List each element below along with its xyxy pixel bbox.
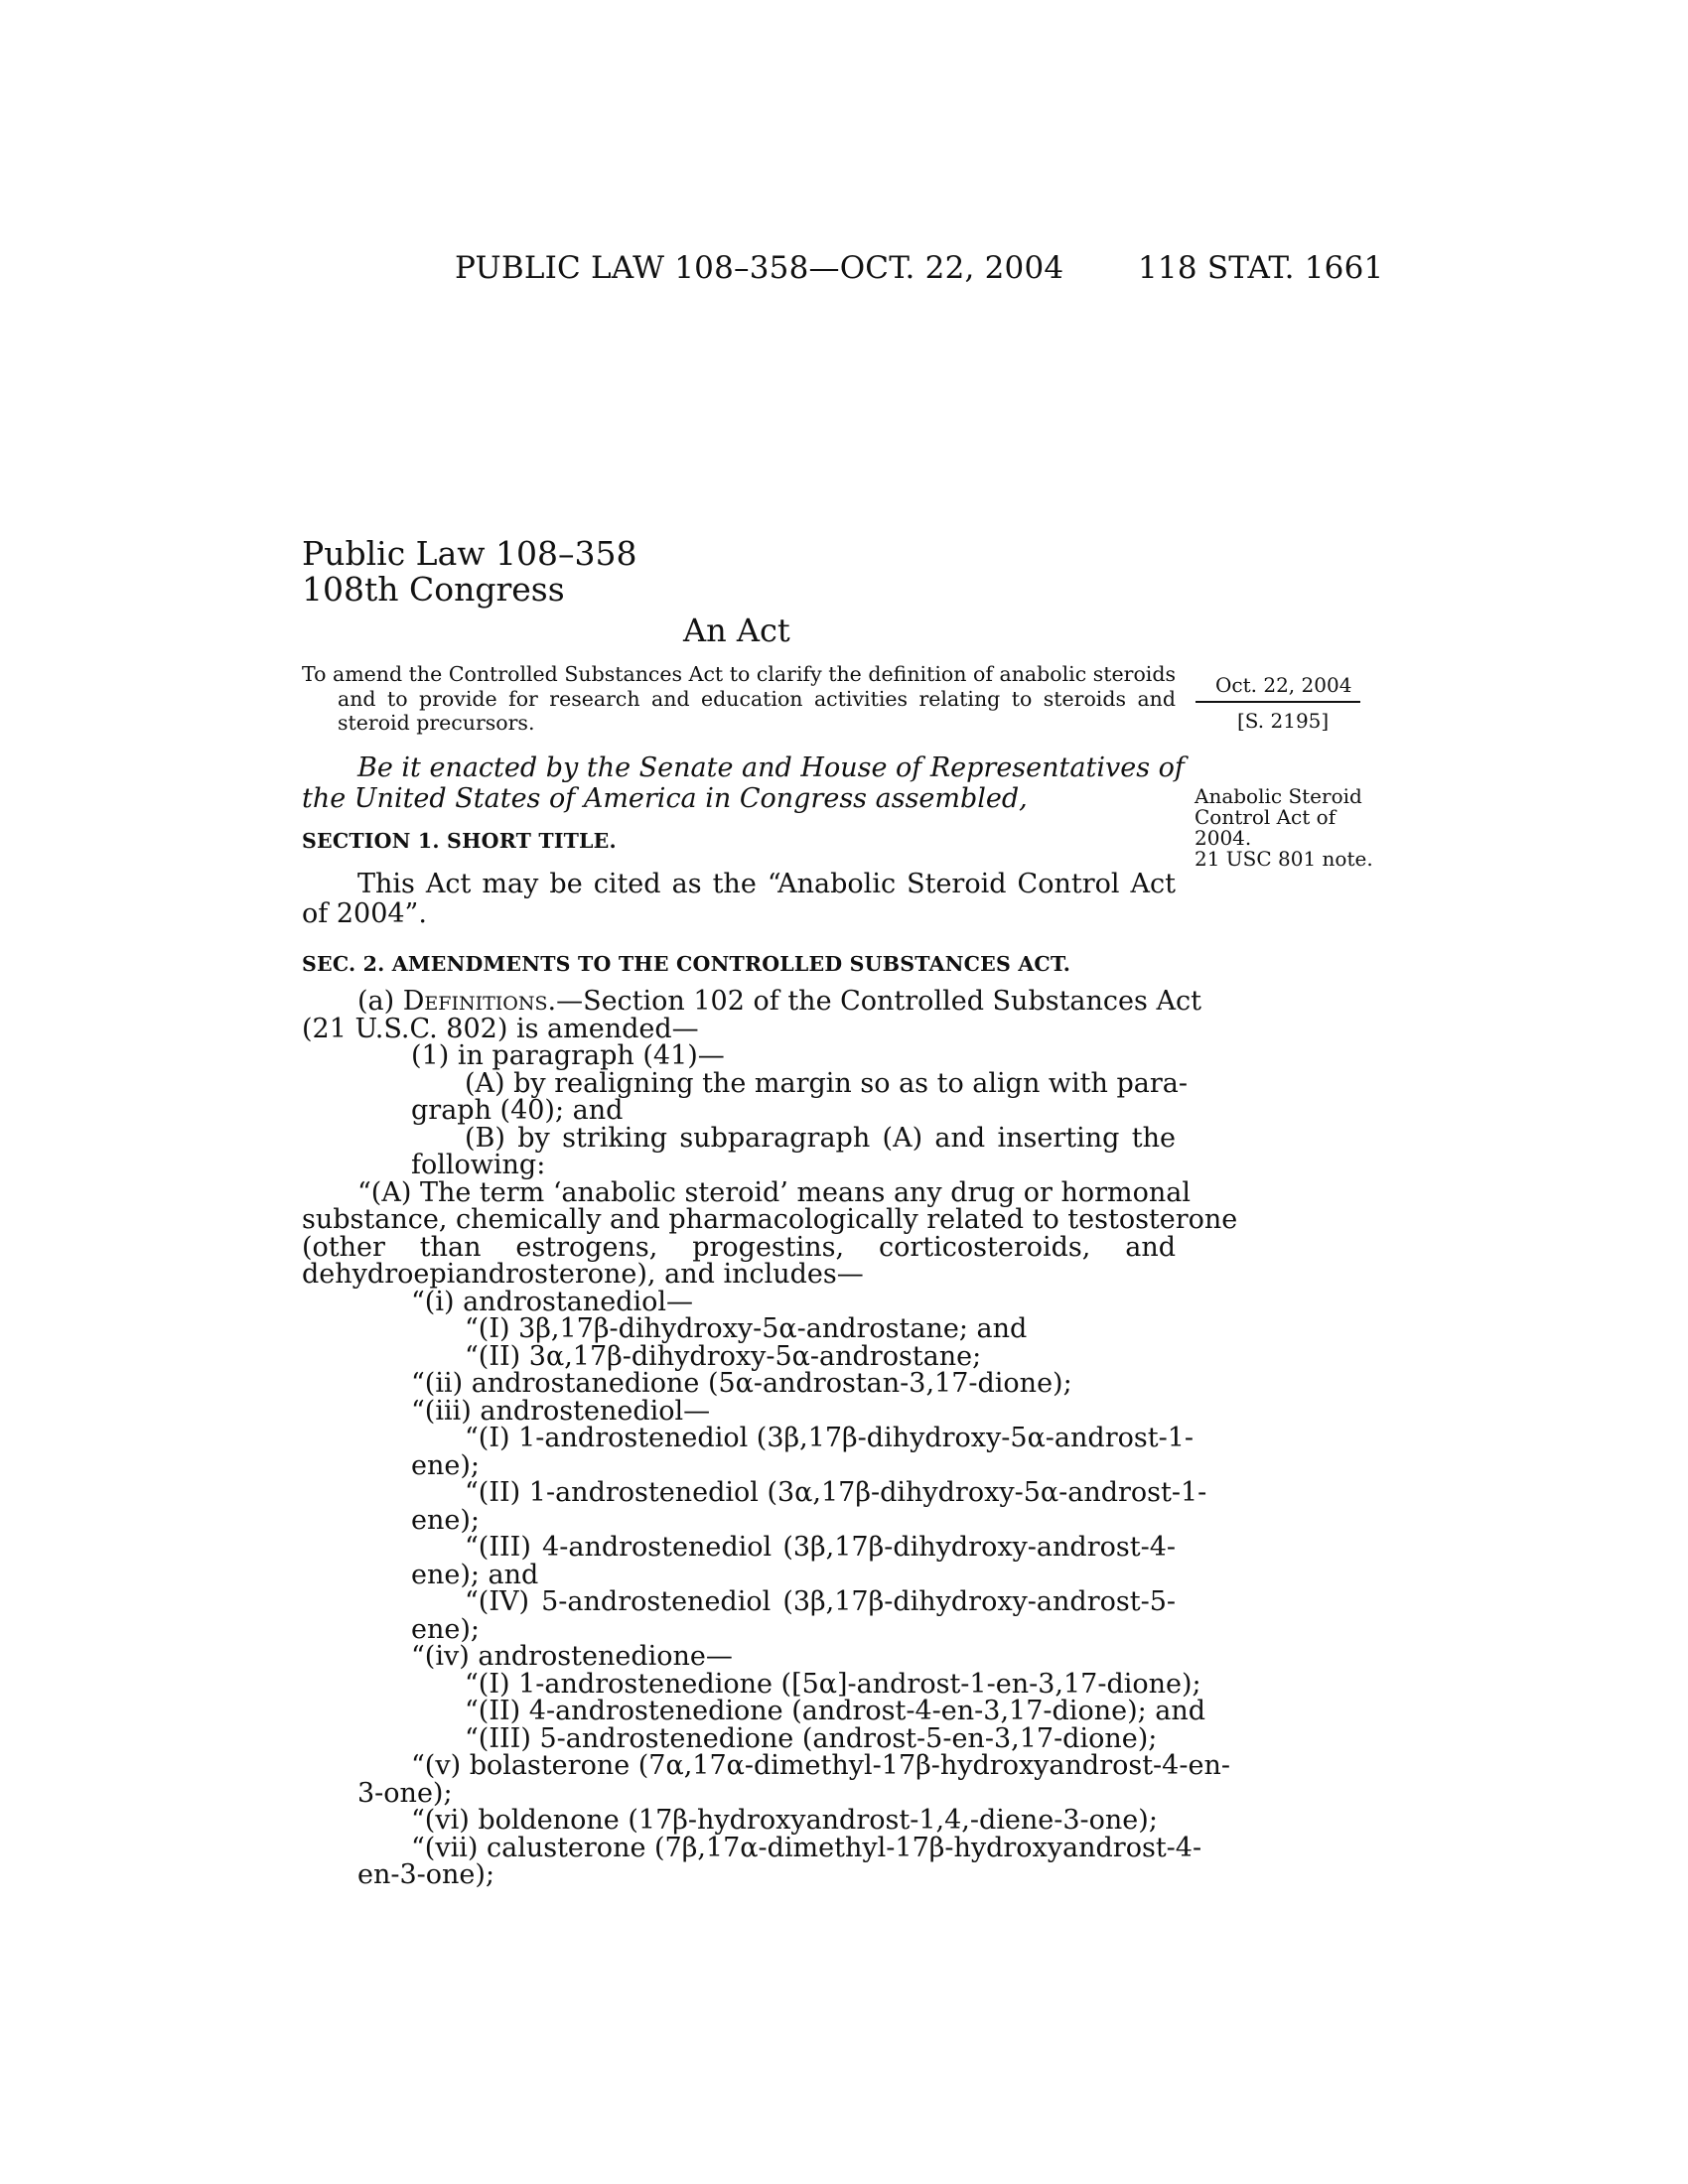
long-title-line-1: To amend the Controlled Substances Act to clarify the definition of anabolic steroids [302,662,1176,686]
clause-vii-line-2: en-3-one); [357,1859,495,1890]
clause-v-line-1: “(v) bolasterone (7α,17α-dimethyl-17β-hydroxyandrost-4-en- [411,1750,1230,1781]
act-body [302,752,1238,1890]
clause-i-I: “(I) 3β,17β-dihydroxy-5α-androstane; and [465,1313,1028,1344]
clause-iii-I-line-1: “(I) 1-androstenediol (3β,17β-dihydroxy-5α-androst-1- [465,1423,1194,1453]
clause-ii: “(ii) androstanedione (5α-androstan-3,17-dione); [411,1368,1072,1399]
margin-usc-note: 21 USC 801 note. [1195,847,1373,871]
paragraph-1: (1) in paragraph (41)— [411,1040,725,1071]
enacting-clause-line-1: Be it enacted by the Senate and House of Representatives of [357,752,1185,783]
subsection-a-text: .—Section 102 of the Controlled Substances Act [547,986,1201,1017]
subparagraph-B-line-1: (B) by striking subparagraph (A) and inserting the [465,1122,1176,1154]
section-1-text-line-1: This Act may be cited as the “Anabolic Steroid Control Act [357,868,1176,899]
clause-iii-II-line-1: “(II) 1-androstenediol (3α,17β-dihydroxy-5α-androst-1- [465,1477,1207,1508]
clause-iii-III-line-2: ene); and [411,1559,539,1590]
clause-iii-IV-line-2: ene); [411,1613,480,1645]
subsection-a-line-2: (21 U.S.C. 802) is amended— [302,1013,699,1044]
clause-i: “(i) androstanediol— [411,1286,694,1317]
definition-line-2: substance, chemically and pharmacologically related to testosterone [302,1204,1238,1235]
margin-short-title [1195,786,1373,870]
statute-reference: 118 STAT. 1661 [1138,250,1384,286]
long-title-line-3: steroid precursors. [338,711,535,735]
section-1-heading: SECTION 1. SHORT TITLE. [302,829,617,853]
clause-i-II: “(II) 3α,17β-dihydroxy-5α-androstane; [465,1340,982,1372]
law-number: Public Law 108–358 [302,534,637,573]
running-head: PUBLIC LAW 108–358—OCT. 22, 2004 [455,250,1064,286]
section-2-heading: SEC. 2. AMENDMENTS TO THE CONTROLLED SUBSTANCES ACT. [302,951,1071,976]
margin-date: Oct. 22, 2004 [1215,673,1352,697]
congress-number: 108th Congress [302,570,565,609]
definition-line-4: dehydroepiandrosterone), and includes— [302,1259,864,1290]
clause-iii-III-line-1: “(III) 4-androstenediol (3β,17β-dihydroxy-androst-4- [465,1532,1176,1563]
margin-short-title-line-1: Anabolic Steroid [1195,784,1362,808]
clause-iv-III: “(III) 5-androstenedione (androst-5-en-3,17-dione); [465,1722,1158,1754]
clause-vii-line-1: “(vii) calusterone (7β,17α-dimethyl-17β-hydroxyandrost-4- [411,1832,1202,1863]
act-title: An Act [683,612,790,649]
margin-short-title-line-3: 2004. [1195,826,1252,850]
clause-vi: “(vi) boldenone (17β-hydroxyandrost-1,4,-diene-3-one); [411,1805,1158,1836]
margin-rule [1196,701,1360,703]
clause-iii: “(iii) androstenediol— [411,1395,711,1427]
clause-iii-II-line-2: ene); [411,1504,480,1536]
subparagraph-A-line-1: (A) by realigning the margin so as to align with para- [465,1067,1188,1099]
definition-line-1: “(A) The term ‘anabolic steroid’ means any drug or hormonal [357,1176,1191,1208]
subsection-a-label: (a) [357,986,403,1017]
subparagraph-B-line-2: following: [411,1150,546,1180]
subsection-a-heading: Definitions [402,986,548,1017]
clause-iii-IV-line-1: “(IV) 5-androstenediol (3β,17β-dihydroxy-androst-5- [465,1586,1176,1617]
margin-bill-number: [S. 2195] [1237,709,1330,733]
long-title-line-2: and to provide for research and education activities relating to steroids and [338,686,1176,711]
clause-iv-II: “(II) 4-androstenedione (androst-4-en-3,17-dione); and [465,1696,1206,1726]
subparagraph-A-line-2: graph (40); and [411,1095,624,1126]
enacting-clause-line-2: the United States of America in Congress assembled, [302,783,1028,814]
clause-iv-I: “(I) 1-androstenedione ([5α]-androst-1-en-3,17-dione); [465,1668,1201,1700]
clause-iii-I-line-2: ene); [411,1449,480,1481]
clause-v-line-2: 3-one); [357,1777,453,1809]
section-1-text-line-2: of 2004”. [302,897,427,929]
margin-short-title-line-2: Control Act of [1195,805,1336,829]
clause-iv: “(iv) androstenedione— [411,1641,733,1672]
long-title [302,662,1176,736]
subsection-a-line-1 [302,986,1201,1017]
definition-line-3: (other than estrogens, progestins, corticosteroids, and [302,1231,1176,1263]
